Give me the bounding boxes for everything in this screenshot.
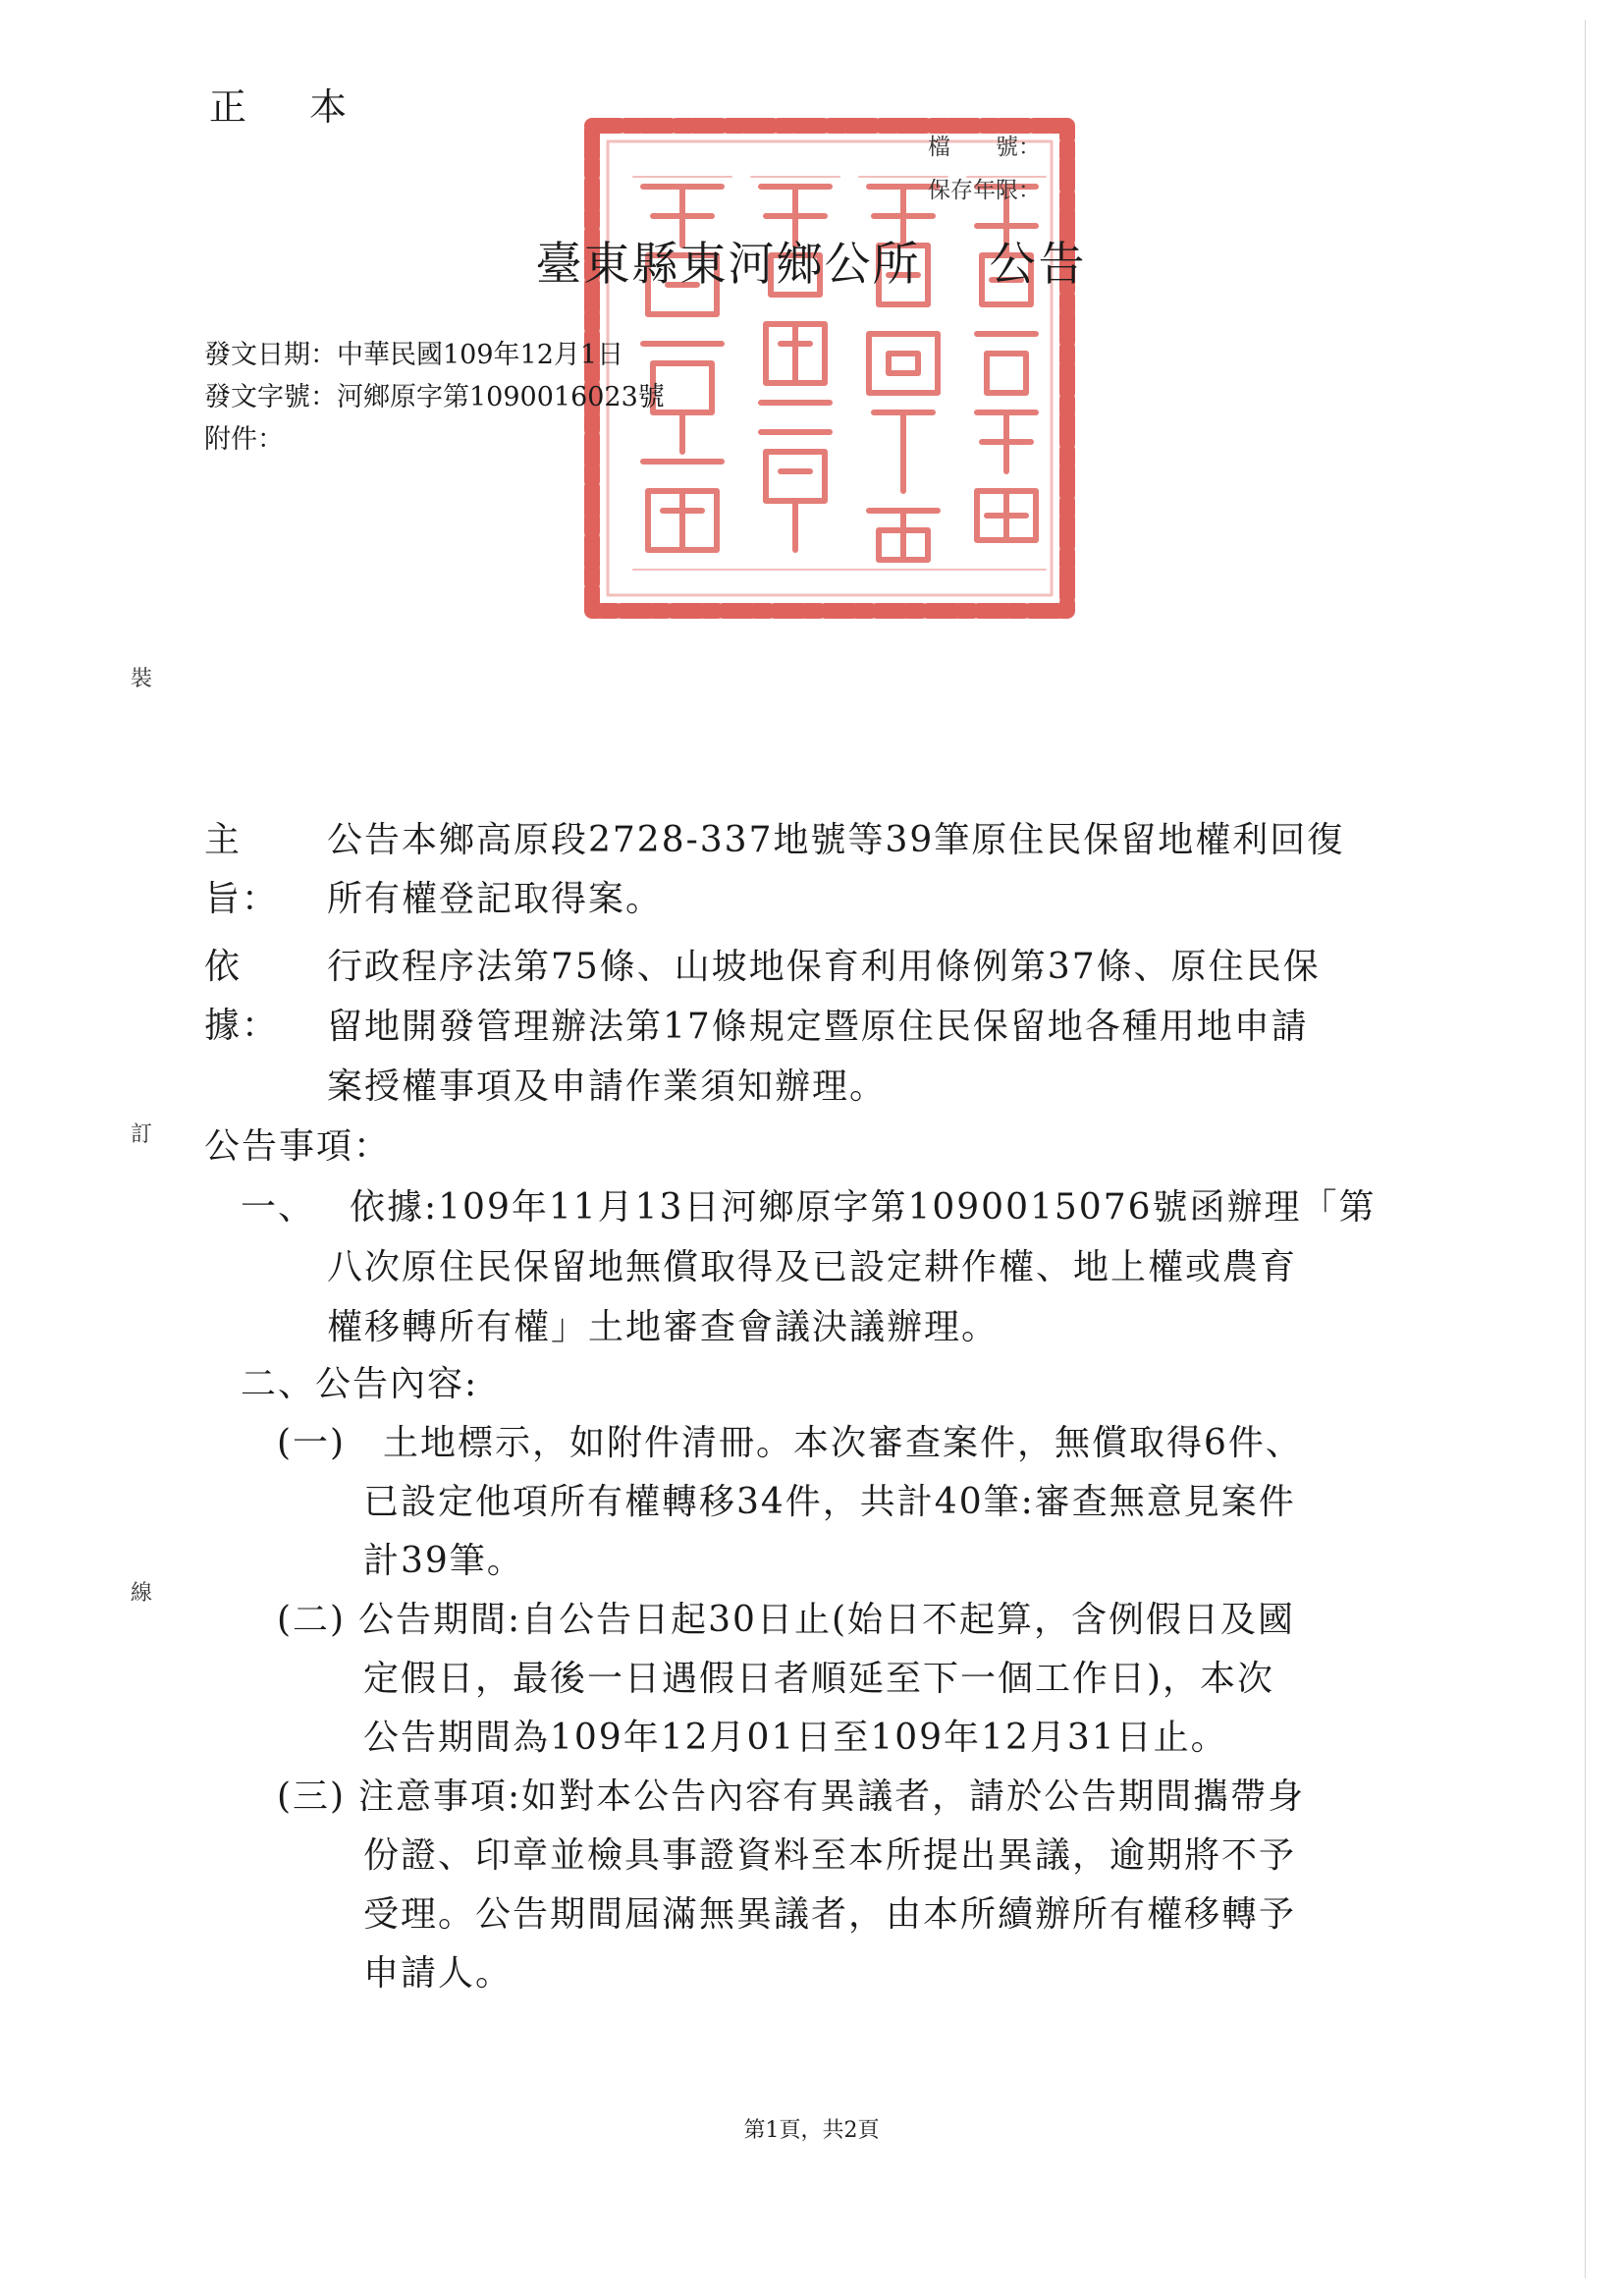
item-line: 依據:109年11月13日河鄉原字第1090015076號函辦理「第 [350,1187,1377,1228]
sub-item-label: (一) [277,1423,347,1463]
basis-line: 留地開發管理辦法第17條規定暨原住民保留地各種用地申請 [327,1007,1309,1047]
binding-mark: 線 [131,1581,153,1606]
attachment-label: 附件： [204,424,284,455]
announcement-item-2-heading: 二、公告內容: [241,1364,479,1404]
copy-mark: 正 本 [209,85,373,129]
item-label: 一、 [241,1187,316,1228]
file-number-label: 檔 號： [928,135,1041,160]
page-number: 第1頁，共2頁 [743,2118,880,2143]
item-line: 八次原住民保留地無償取得及已設定耕作權、地上權或農育 [327,1247,1298,1287]
document-type: 公告 [989,238,1088,292]
sub-item-line: 份證、印章並檢具事證資料至本所提出異議，逾期將不予 [363,1835,1297,1876]
basis-label: 依據： [204,947,280,1046]
announcement-heading: 公告事項： [204,1126,392,1167]
sub-item-line: 公告期間為109年12月01日至109年12月31日止。 [363,1718,1228,1758]
issue-date: 發文日期：中華民國109年12月1日 [204,340,624,370]
binding-mark: 訂 [131,1122,153,1147]
margin-rule [1585,20,1586,2278]
binding-mark: 裝 [131,667,153,691]
sub-item-line: 受理。公告期間屆滿無異議者，由本所續辦所有權移轉予 [363,1894,1297,1935]
document-title [0,228,1623,294]
basis-line: 案授權事項及申請作業須知辦理。 [327,1066,888,1107]
issue-number: 發文字號：河鄉原字第1090016023號 [204,382,665,412]
subject-line: 所有權登記取得案。 [327,879,664,919]
sub-item-line: 申請人。 [363,1953,514,1994]
file-info [928,126,1041,212]
sub-item-label: (二) [277,1600,347,1640]
sub-item-line: 定假日，最後一日遇假日者順延至下一個工作日)，本次 [363,1659,1275,1699]
subject-line: 公告本鄉高原段2728-337地號等39筆原住民保留地權利回復 [327,820,1345,860]
basis-line: 行政程序法第75條、山坡地保育利用條例第37條、原住民保 [327,947,1321,987]
sub-item-label: (三) [277,1777,347,1817]
sub-item-line: 公告期間:自公告日起30日止(始日不起算，含例假日及國 [358,1600,1295,1640]
issuing-office: 臺東縣東河鄉公所 [535,238,921,292]
sub-item-line: 土地標示，如附件清冊。本次審查案件，無償取得6件、 [383,1423,1303,1463]
subject-label: 主旨： [204,820,280,919]
sub-item-line: 注意事項:如對本公告內容有異議者，請於公告期間攜帶身 [358,1777,1306,1817]
item-line: 權移轉所有權」土地審查會議決議辦理。 [327,1307,1000,1347]
sub-item-line: 已設定他項所有權轉移34件，共計40筆:審查無意見案件 [363,1482,1296,1522]
document-meta [204,334,665,461]
retention-period-label: 保存年限： [928,178,1041,203]
sub-item-line: 計39筆。 [363,1541,524,1581]
